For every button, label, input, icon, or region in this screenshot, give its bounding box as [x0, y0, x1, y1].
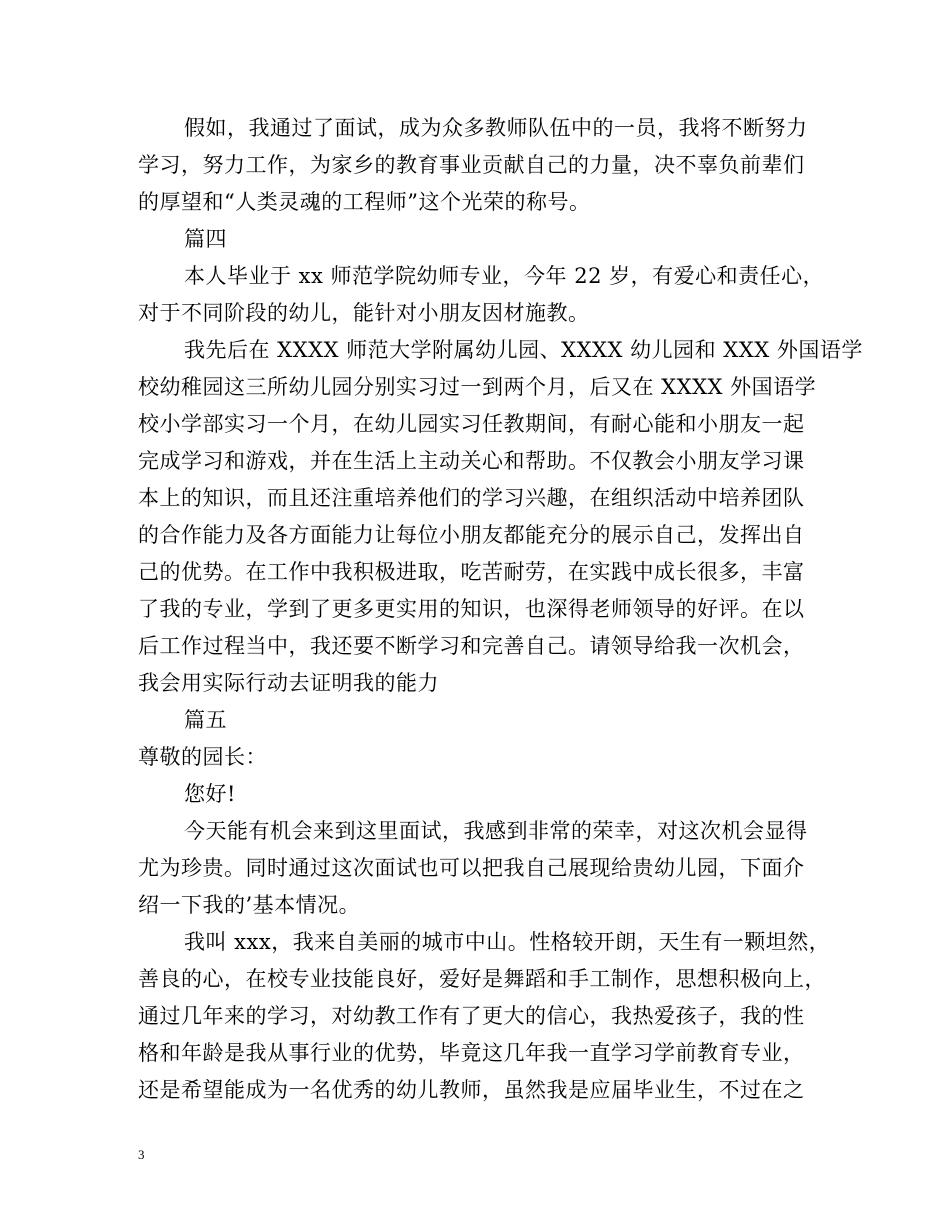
text-line-10: 完成学习和游戏，并在生活上主动关心和帮助。不仅教会小朋友学习课 — [138, 449, 805, 473]
text-line-20: 今天能有机会来到这里面试，我感到非常的荣幸，对这次机会显得 — [184, 819, 808, 843]
text-line-14: 了我的专业，学到了更多更实用的知识，也深得老师领导的好评。在以 — [138, 597, 805, 621]
text-line-16: 我会用实际行动去证明我的能力 — [138, 671, 439, 695]
text-line-2: 学习，努力工作，为家乡的教育事业贡献自己的力量，决不辜负前辈们 — [138, 153, 805, 177]
text-line-7: 我先后在 XXXX 师范大学附属幼儿园、XXXX 幼儿园和 XXX 外国语学 — [184, 338, 863, 362]
section-heading-5: 篇五 — [184, 708, 227, 732]
text-line-8: 校幼稚园这三所幼儿园分别实习过一到两个月，后又在 XXXX 外国语学 — [138, 375, 817, 399]
section-heading-4: 篇四 — [184, 227, 227, 251]
text-line-12: 的合作能力及各方面能力让每位小朋友都能充分的展示自己，发挥出自 — [138, 523, 805, 547]
text-line-25: 通过几年来的学习，对幼教工作有了更大的信心，我热爱孩子，我的性 — [138, 1004, 805, 1028]
text-line-21: 尤为珍贵。同时通过这次面试也可以把我自己展现给贵幼儿园，下面介 — [138, 856, 805, 880]
text-line-6: 对于不同阶段的幼儿，能针对小朋友因材施教。 — [138, 301, 590, 325]
text-line-1: 假如，我通过了面试，成为众多教师队伍中的一员，我将不断努力 — [184, 116, 808, 140]
text-line-9: 校小学部实习一个月，在幼儿园实习任教期间，有耐心能和小朋友一起 — [138, 412, 805, 436]
text-line-5: 本人毕业于 xx 师范学院幼师专业，今年 22 岁，有爱心和责任心， — [184, 264, 825, 288]
page-number: 3 — [138, 1147, 145, 1162]
text-line-13: 己的优势。在工作中我积极进取，吃苦耐劳，在实践中成长很多，丰富 — [138, 560, 805, 584]
text-line-26: 格和年龄是我从事行业的优势，毕竟这几年我一直学习学前教育专业， — [138, 1041, 805, 1065]
text-line-15: 后工作过程当中，我还要不断学习和完善自己。请领导给我一次机会， — [138, 634, 805, 658]
text-line-27: 还是希望能成为一名优秀的幼儿教师，虽然我是应届毕业生，不过在之 — [138, 1078, 805, 1102]
text-line-11: 本上的知识，而且还注重培养他们的学习兴趣，在组织活动中培养团队 — [138, 486, 805, 510]
greeting: 您好! — [184, 782, 236, 806]
text-line-22: 绍一下我的’基本情况。 — [138, 893, 361, 917]
text-line-3: 的厚望和“人类灵魂的工程师”这个光荣的称号。 — [138, 190, 591, 214]
salutation: 尊敬的园长： — [138, 745, 267, 769]
text-line-24: 善良的心，在校专业技能良好，爱好是舞蹈和手工制作，思想积极向上， — [138, 967, 826, 991]
text-line-23: 我叫 xxx，我来自美丽的城市中山。性格较开朗，天生有一颗坦然， — [184, 930, 831, 954]
